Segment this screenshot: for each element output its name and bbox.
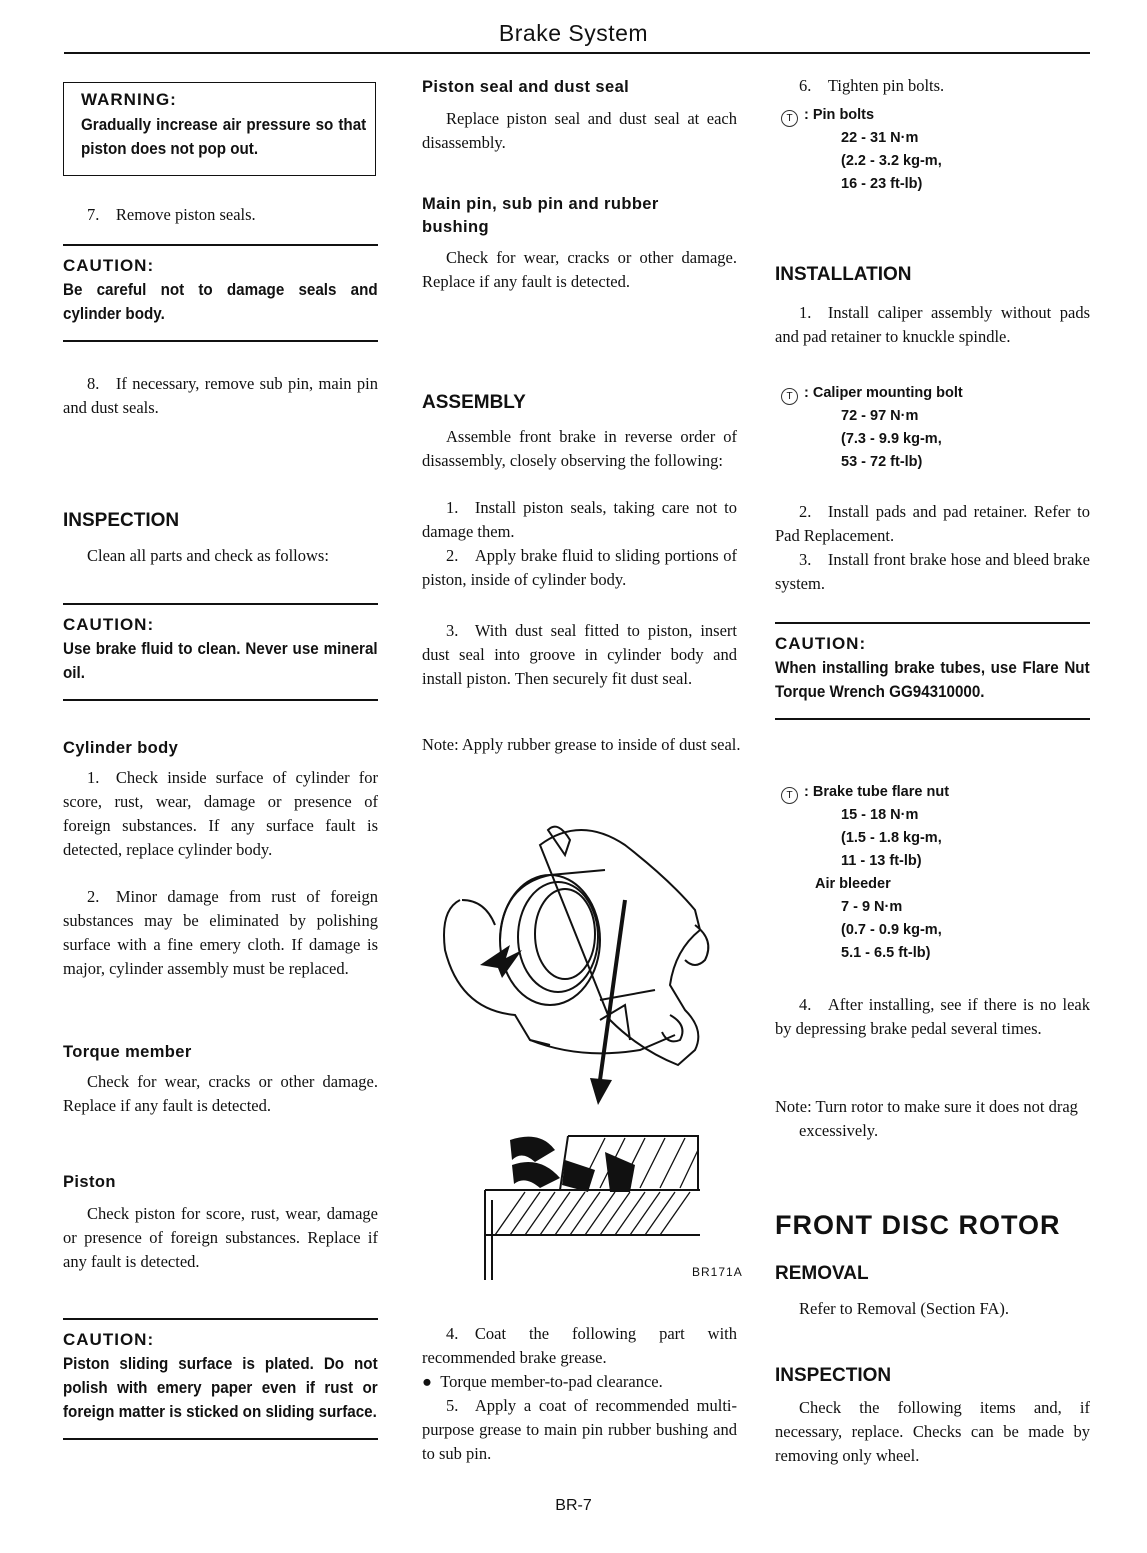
header-rule (64, 52, 1090, 54)
caution-body: Be careful not to damage seals and cylinder body. (63, 281, 378, 323)
caution-box-1 (63, 244, 378, 342)
front-disc-rotor-heading: FRONT DISC ROTOR (775, 1210, 1061, 1240)
assembly-step-5: 5. Apply a coat of recommended multi-purpose grease to main pin rubber bushing and to sub pin. (422, 1396, 737, 1463)
spec-value: (7.3 - 9.9 kg-m, (841, 431, 942, 447)
warning-title: WARNING: (81, 90, 177, 109)
installation-step-2: 2. Install pads and pad retainer. Refer to Pad Replacement. (775, 502, 1090, 545)
step-6: 6. Tighten pin bolts. (799, 76, 945, 95)
spec-label: : Pin bolts (804, 107, 875, 123)
torque-icon: T (781, 388, 798, 405)
caliper-assembly-illustration (440, 800, 740, 1285)
warning-box (63, 82, 376, 176)
rotor-inspection-heading: INSPECTION (775, 1365, 892, 1386)
spec-value: 5.1 - 6.5 ft-lb) (841, 945, 931, 961)
spec-value: 15 - 18 N·m (841, 807, 919, 823)
page-header: Brake System (498, 20, 649, 46)
spec-label: : Brake tube flare nut (804, 784, 950, 800)
cylinder-body-heading: Cylinder body (63, 739, 179, 757)
main-pin-text: Check for wear, cracks or other damage. Replace if any fault is detected. (422, 248, 737, 291)
spec-value: 22 - 31 N·m (841, 130, 919, 146)
spec-label: Air bleeder (815, 876, 891, 892)
pin-bolt-spec (781, 104, 942, 196)
page-number: BR-7 (555, 1497, 592, 1514)
torque-member-text: Check for wear, cracks or other damage. Replace if any fault is detected. (63, 1072, 378, 1115)
installation-heading: INSTALLATION (775, 264, 912, 285)
piston-text: Check piston for score, rust, wear, damage or presence of foreign substances. Replace if any fault is detected. (63, 1204, 378, 1271)
caution-title: CAUTION: (63, 256, 155, 275)
step-8: 8. If necessary, remove sub pin, main pin and dust seals. (63, 374, 378, 417)
assembly-text: Assemble front brake in reverse order of disassembly, closely observing the following: (422, 427, 737, 470)
cylinder-step-2: 2. Minor damage from rust of foreign substances may be eliminated by polishing surface with a fine emery cloth. If damage is major, cylinder assembly must be replaced. (63, 887, 378, 978)
caliper-bolt-spec (781, 382, 963, 474)
figure-label: BR171A (692, 1265, 743, 1279)
assembly-step-3: 3. With dust seal fitted to piston, insert dust seal into groove in cylinder body and install piston. Then securely fit dust seal. (422, 621, 737, 688)
rotor-inspection-text: Check the following items and, if necessary, replace. Checks can be made by removing only wheel. (775, 1398, 1090, 1465)
step-7: 7. Remove piston seals. (87, 205, 256, 224)
removal-heading: REMOVAL (775, 1263, 869, 1284)
inspection-text: Clean all parts and check as follows: (87, 546, 329, 565)
installation-step-1: 1. Install caliper assembly without pads and pad retainer to knuckle spindle. (775, 303, 1090, 346)
torque-icon: T (781, 787, 798, 804)
caution-box-2 (63, 603, 378, 701)
spec-value: 16 - 23 ft-lb) (841, 176, 923, 192)
spec-value: (1.5 - 1.8 kg-m, (841, 830, 942, 846)
spec-value: (2.2 - 3.2 kg-m, (841, 153, 942, 169)
caution-title: CAUTION: (775, 634, 867, 653)
installation-step-3: 3. Install front brake hose and bleed brake system. (775, 550, 1090, 593)
assembly-step-4: 4. Coat the following part with recommended brake grease. (422, 1324, 737, 1367)
piston-heading: Piston (63, 1173, 116, 1191)
caution-body: Use brake fluid to clean. Never use mineral oil. (63, 640, 378, 682)
assembly-step-1: 1. Install piston seals, taking care not to damage them. (422, 498, 737, 541)
brake-tube-spec (781, 781, 949, 965)
piston-seal-text: Replace piston seal and dust seal at each disassembly. (422, 109, 737, 152)
main-pin-heading: Main pin, sub pin and rubber bushing (422, 195, 659, 236)
torque-icon: T (781, 110, 798, 127)
caution-box-3 (63, 1318, 378, 1440)
spec-value: 11 - 13 ft-lb) (841, 853, 922, 869)
caution-title: CAUTION: (63, 615, 155, 634)
caution-body: When installing brake tubes, use Flare Nut Torque Wrench GG94310000. (775, 659, 1090, 701)
caution-box-4 (775, 622, 1090, 720)
installation-note: Note: Turn rotor to make sure it does not drag excessively. (775, 1097, 1078, 1140)
spec-value: 7 - 9 N·m (841, 899, 903, 915)
assembly-note: Note: Apply rubber grease to inside of dust seal. (422, 735, 741, 754)
installation-step-4: 4. After installing, see if there is no leak by depressing brake pedal several times. (775, 995, 1090, 1038)
assembly-step-2: 2. Apply brake fluid to sliding portions of piston, inside of cylinder body. (422, 546, 737, 589)
warning-body: Gradually increase air pressure so that piston does not pop out. (81, 116, 367, 158)
assembly-step-4-bullet: ● Torque member-to-pad clearance. (422, 1372, 663, 1391)
caution-title: CAUTION: (63, 1330, 155, 1349)
spec-value: (0.7 - 0.9 kg-m, (841, 922, 942, 938)
assembly-heading: ASSEMBLY (422, 392, 526, 413)
removal-text: Refer to Removal (Section FA). (799, 1299, 1010, 1318)
inspection-heading: INSPECTION (63, 510, 180, 531)
caution-body: Piston sliding surface is plated. Do not polish with emery paper even if rust or foreign matter is sticked on sliding surface. (63, 1355, 378, 1421)
cylinder-step-1: 1. Check inside surface of cylinder for score, rust, wear, damage or presence of foreign substances. If any surface fault is detected, replace cylinder body. (63, 768, 378, 859)
piston-seal-heading: Piston seal and dust seal (422, 78, 630, 96)
spec-value: 72 - 97 N·m (841, 408, 919, 424)
spec-value: 53 - 72 ft-lb) (841, 454, 923, 470)
spec-label: : Caliper mounting bolt (804, 385, 963, 401)
torque-member-heading: Torque member (63, 1043, 192, 1061)
